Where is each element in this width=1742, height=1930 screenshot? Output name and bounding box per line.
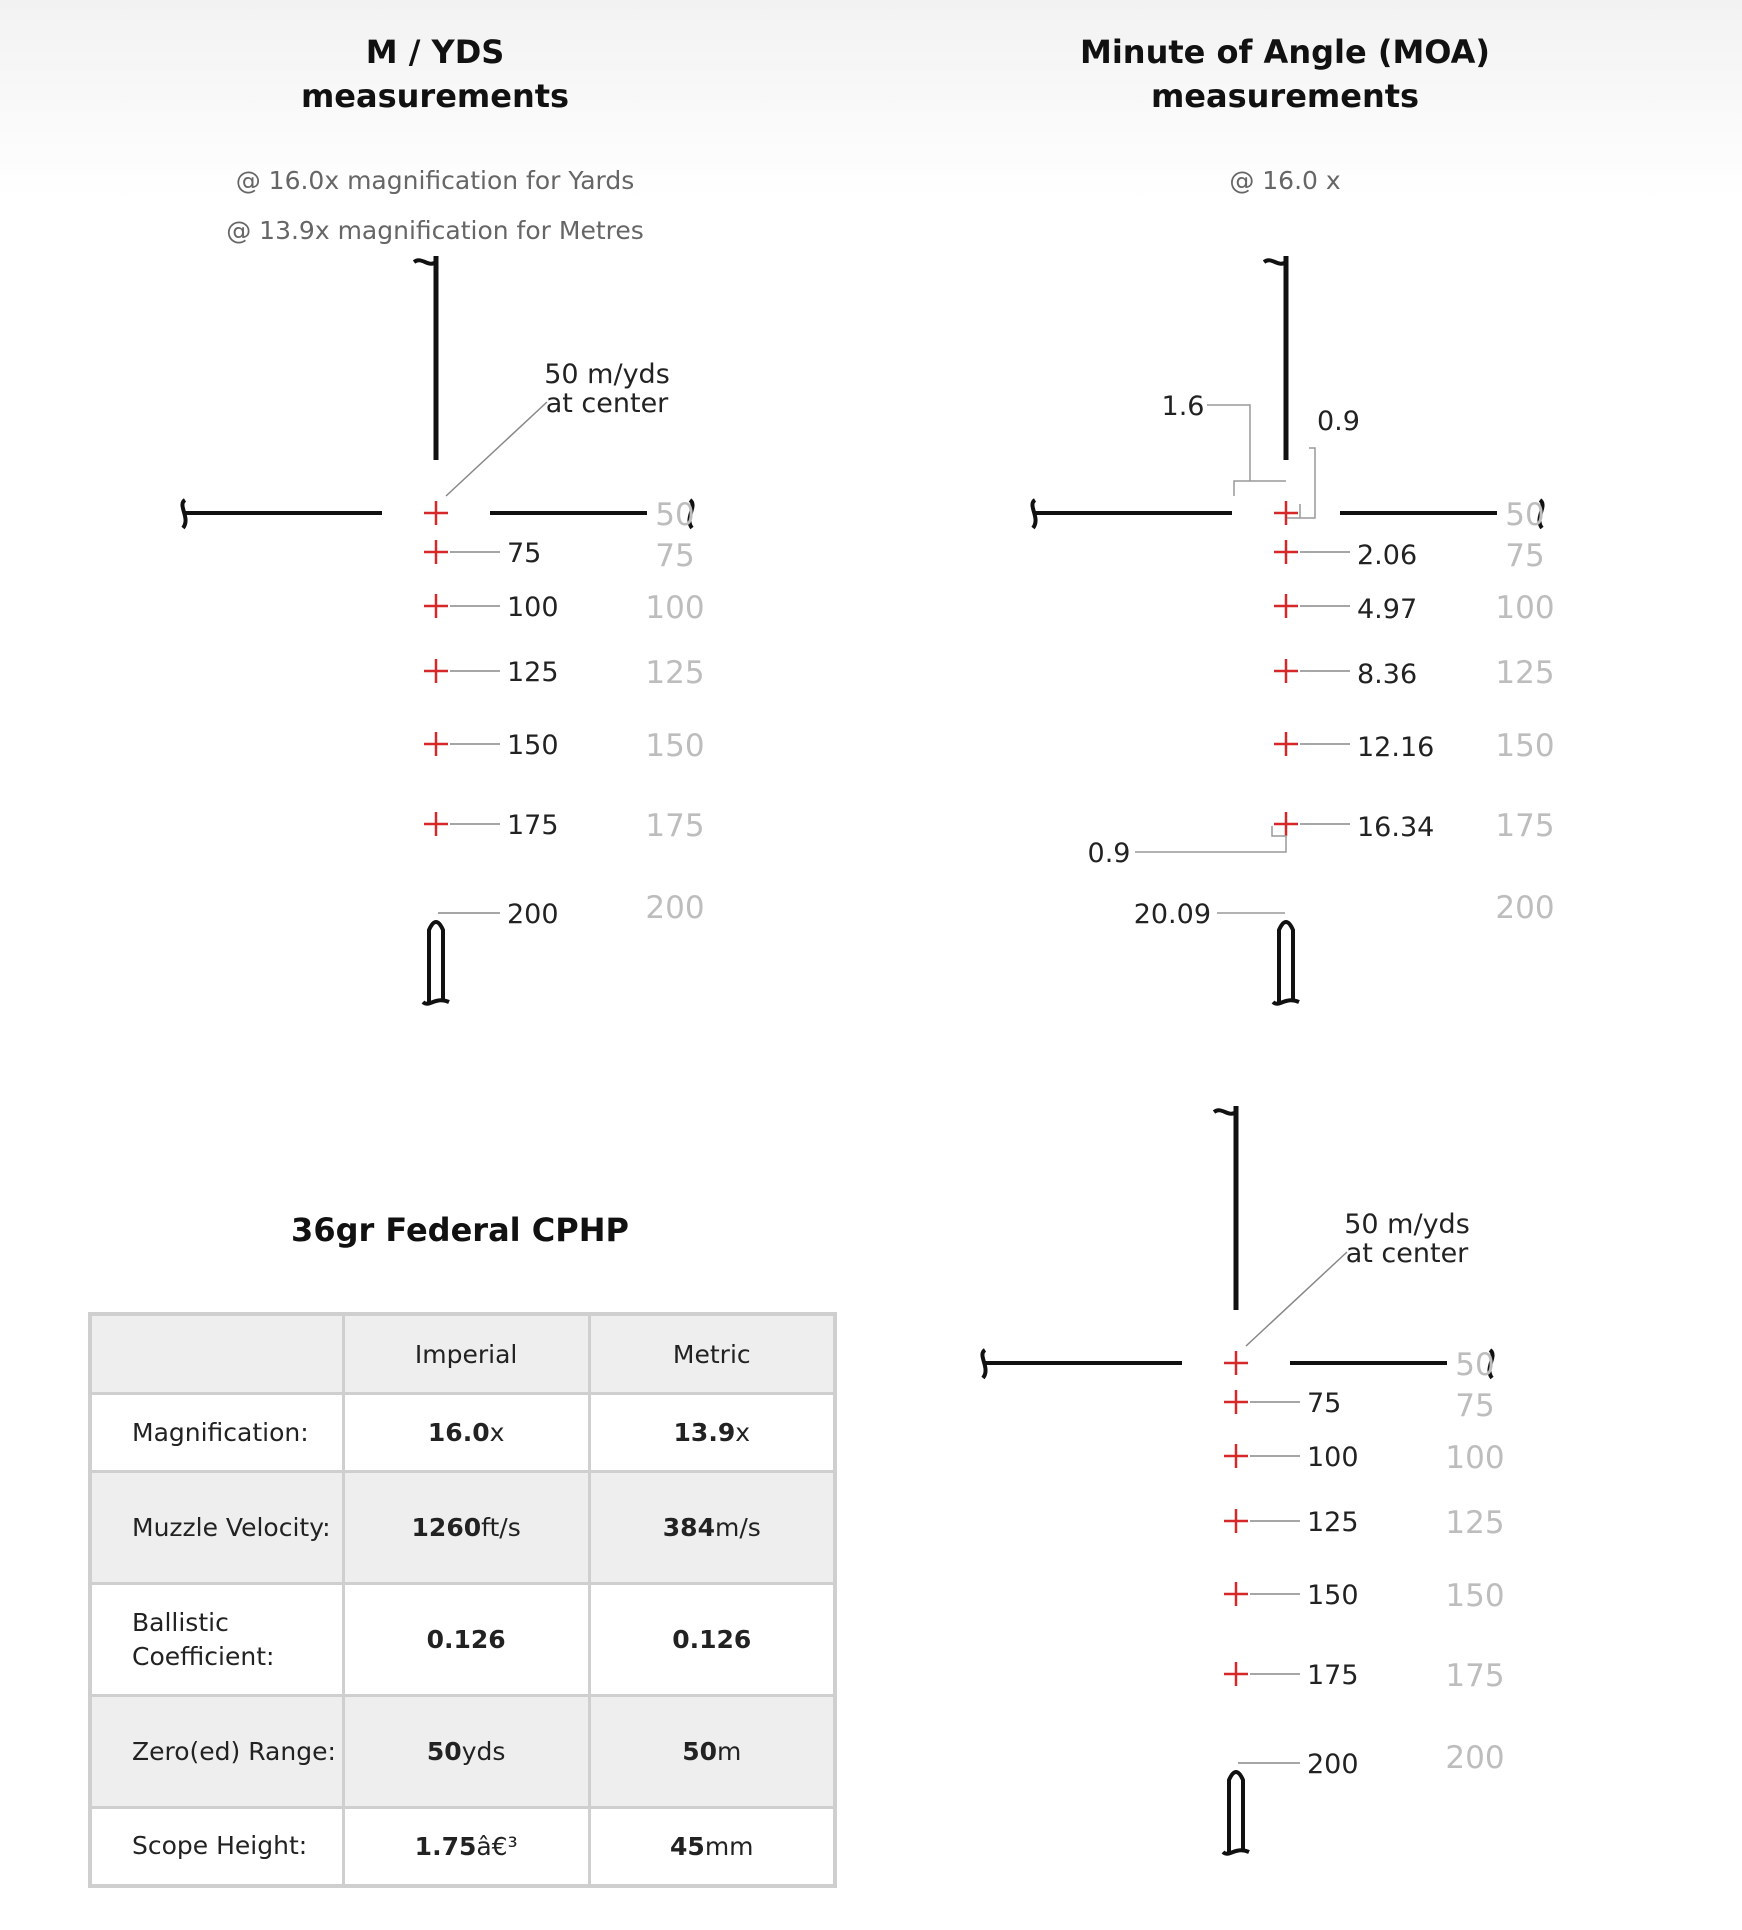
value-unit: mm: [704, 1831, 754, 1861]
ballistics-table: [88, 1312, 837, 1888]
aim-mark-center: [1224, 1351, 1248, 1375]
aim-mark: [424, 540, 448, 564]
post-bottom: [1279, 922, 1293, 1002]
center-note-line1: 50 m/yds: [544, 359, 670, 390]
aim-mark: [1224, 1662, 1248, 1686]
post-bottom-cap: [423, 1000, 449, 1003]
range-label: 75: [1307, 1388, 1342, 1419]
value-unit: m: [717, 1737, 742, 1766]
moa-title-line2: measurements: [1150, 77, 1420, 115]
ghost-range-label: 125: [645, 655, 705, 691]
ghost-range-label: 125: [1495, 655, 1555, 691]
moa-value-label: 8.36: [1357, 659, 1418, 690]
range-label: 125: [1307, 1507, 1359, 1538]
row-label: Magnification:: [90, 1394, 343, 1472]
value-number: 50: [682, 1737, 717, 1766]
aim-mark: [424, 594, 448, 618]
value-unit: yds: [461, 1737, 506, 1766]
value-unit: â€³: [476, 1831, 518, 1861]
center-leader-line: [1246, 1252, 1347, 1346]
aim-mark: [1274, 732, 1298, 756]
post-top-cap: [1264, 260, 1286, 263]
aim-mark: [1224, 1582, 1248, 1606]
ghost-range-label: 200: [1445, 1740, 1505, 1776]
aim-mark: [1224, 1390, 1248, 1414]
value-number: 1260: [411, 1513, 482, 1542]
aim-mark: [424, 732, 448, 756]
metric-value: [589, 1584, 835, 1696]
table-header-cell: [90, 1314, 343, 1394]
ghost-range-label: 50: [655, 497, 695, 533]
center-note-line2: at center: [1345, 1238, 1469, 1269]
aim-mark-center: [424, 501, 448, 525]
range-label: 150: [1307, 1580, 1359, 1611]
aim-mark: [1224, 1444, 1248, 1468]
ghost-range-label: 100: [1495, 590, 1555, 626]
ghost-range-label: 75: [1455, 1388, 1495, 1424]
ghost-range-label: 75: [1505, 538, 1545, 574]
myds-title-line2: measurements: [300, 77, 570, 115]
reticle-moa: [987, 250, 1587, 1010]
value-unit: x: [489, 1418, 505, 1447]
center-leader-line: [446, 402, 547, 496]
moa-title-line1: Minute of Angle (MOA): [1079, 33, 1491, 71]
moa-value-label: 12.16: [1357, 732, 1435, 763]
gap-dimension-bracket: [1287, 448, 1315, 518]
ghost-range-label: 175: [645, 808, 705, 844]
value-number: 13.9: [673, 1418, 736, 1447]
ghost-range-label: 50: [1455, 1347, 1495, 1383]
value-number: 0.126: [672, 1625, 752, 1654]
ghost-range-label: 100: [645, 590, 705, 626]
metric-value: [589, 1808, 835, 1886]
post-bottom-cap: [1223, 1850, 1249, 1853]
myds-sub-metres: @ 13.9x magnification for Metres: [226, 216, 644, 245]
value-unit: x: [735, 1418, 751, 1447]
value-unit: m/s: [714, 1513, 761, 1542]
ghost-range-label: 200: [645, 890, 705, 926]
row-label: Muzzle Velocity:: [90, 1472, 343, 1584]
range-label: 125: [507, 657, 559, 688]
range-label: 100: [1307, 1442, 1359, 1473]
table-header-row: [90, 1314, 835, 1394]
table-row: [90, 1696, 835, 1808]
myds-title-line1: M / YDS: [365, 33, 505, 71]
aim-mark: [424, 659, 448, 683]
aim-mark: [1274, 812, 1298, 836]
aim-mark: [1224, 1509, 1248, 1533]
table-row: [90, 1584, 835, 1696]
range-label: 150: [507, 730, 559, 761]
imperial-value: [343, 1394, 589, 1472]
imperial-value: [343, 1472, 589, 1584]
post-left-cap: [982, 1350, 985, 1378]
bottom-dimension-label: 0.9: [1087, 838, 1131, 869]
aim-mark-center: [1274, 501, 1298, 525]
ghost-range-label: 200: [1495, 890, 1555, 926]
value-number: 16.0: [427, 1418, 490, 1447]
range-label: 175: [1307, 1660, 1359, 1691]
imperial-value: [343, 1584, 589, 1696]
table-header-imperial: Imperial: [343, 1314, 589, 1394]
moa-value-label: 16.34: [1357, 812, 1435, 843]
range-label: 175: [507, 810, 559, 841]
value-number: 1.75: [414, 1831, 477, 1861]
ghost-range-label: 125: [1445, 1505, 1505, 1541]
moa-value-label: 2.06: [1357, 540, 1418, 571]
table-row: [90, 1472, 835, 1584]
value-number: 50: [426, 1737, 462, 1766]
table-row: [90, 1394, 835, 1472]
ghost-range-label: 150: [1495, 728, 1555, 764]
ghost-range-label: 100: [1445, 1440, 1505, 1476]
value-unit: ft/s: [481, 1513, 521, 1542]
aim-mark: [1274, 659, 1298, 683]
reticle-metric: [937, 1100, 1537, 1860]
aim-mark: [424, 812, 448, 836]
width-dimension-bracket: [1207, 405, 1286, 496]
moa-sub-magnification: @ 16.0 x: [1229, 166, 1341, 195]
value-number: 45: [670, 1831, 705, 1861]
range-label: 200: [1307, 1749, 1359, 1780]
aim-mark: [1274, 594, 1298, 618]
value-number: 0.126: [426, 1625, 506, 1654]
range-label: 100: [507, 592, 559, 623]
post-left-cap: [182, 500, 185, 528]
post-bottom-cap: [1273, 1000, 1299, 1003]
ghost-range-label: 75: [655, 538, 695, 574]
table-row: [90, 1808, 835, 1886]
post-bottom: [1229, 1772, 1243, 1852]
imperial-value: [343, 1696, 589, 1808]
moa-value-label: 4.97: [1357, 594, 1418, 625]
metric-value: [589, 1472, 835, 1584]
post-left-cap: [1032, 500, 1035, 528]
row-label: Scope Height:: [90, 1808, 343, 1886]
metric-value: [589, 1696, 835, 1808]
row-label: Ballistic Coefficient:: [90, 1584, 343, 1696]
range-label: 200: [507, 899, 559, 930]
myds-sub-yards: @ 16.0x magnification for Yards: [235, 166, 635, 195]
bottom-dimension-bracket: [1135, 826, 1286, 852]
post-top-cap: [1214, 1110, 1236, 1113]
metric-value: [589, 1394, 835, 1472]
row-label: Zero(ed) Range:: [90, 1696, 343, 1808]
ghost-range-label: 175: [1445, 1658, 1505, 1694]
center-note-line2: at center: [545, 388, 669, 419]
post-bottom: [429, 922, 443, 1002]
ghost-range-label: 150: [1445, 1578, 1505, 1614]
value-number: 384: [662, 1513, 715, 1542]
reticle-myds: [137, 250, 737, 1010]
range-label: 75: [507, 538, 542, 569]
table-header-metric: Metric: [589, 1314, 835, 1394]
center-note-line1: 50 m/yds: [1344, 1209, 1470, 1240]
aim-mark: [1274, 540, 1298, 564]
moa-title: [1000, 30, 1570, 118]
width-dimension-label: 1.6: [1161, 391, 1205, 422]
myds-title: [180, 30, 690, 118]
ghost-range-label: 50: [1505, 497, 1545, 533]
ghost-range-label: 175: [1495, 808, 1555, 844]
post-dimension-label: 20.09: [1133, 899, 1211, 930]
table-title: 36gr Federal CPHP: [291, 1211, 629, 1249]
gap-dimension-label: 0.9: [1317, 406, 1360, 437]
post-top-cap: [414, 260, 436, 263]
ghost-range-label: 150: [645, 728, 705, 764]
imperial-value: [343, 1808, 589, 1886]
